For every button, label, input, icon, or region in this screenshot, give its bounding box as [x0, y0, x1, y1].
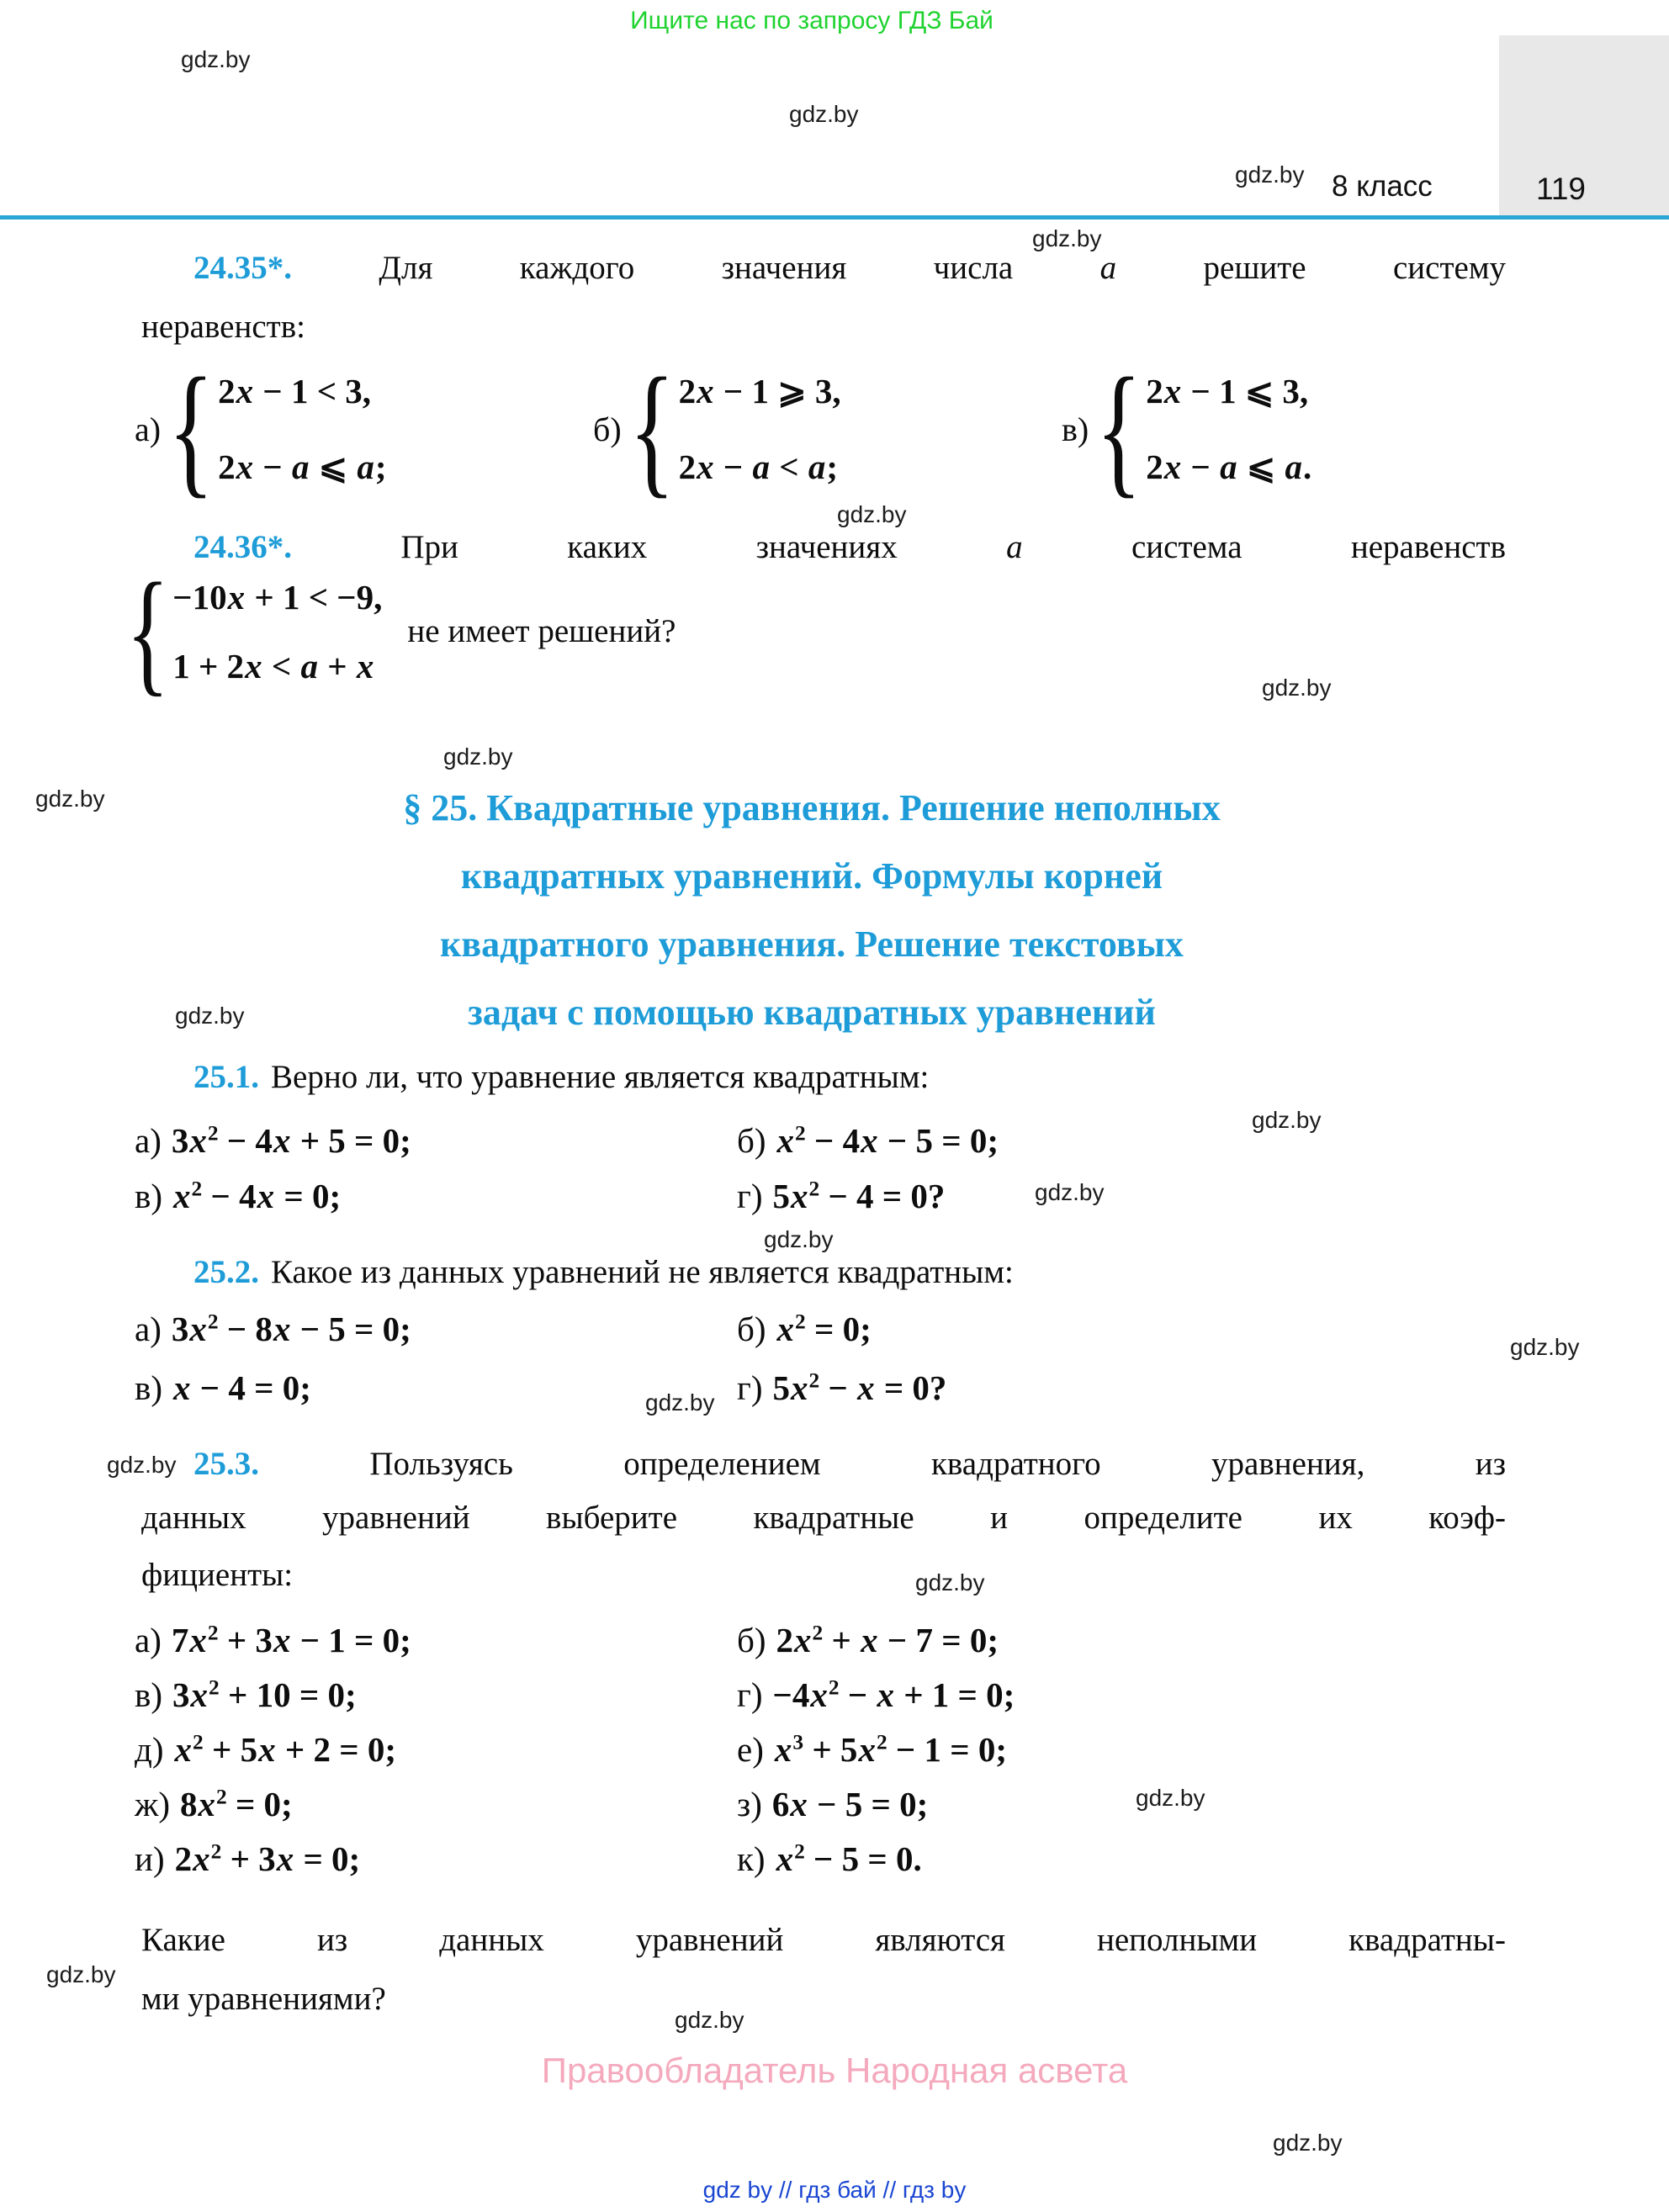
- equation: и) $2x^2 + 3x = 0$;: [135, 1839, 361, 1878]
- problem-text: Какое из данных уравнений не является квадратным:: [271, 1254, 1014, 1290]
- gdz-watermark: gdz.by: [1252, 1107, 1322, 1133]
- gdz-watermark: gdz.by: [443, 744, 513, 770]
- equation: г) $5x^2 - 4 = 0$?: [737, 1177, 946, 1215]
- section-heading: [25, 774, 1598, 1046]
- heading-line: § 25. Квадратные уравнения. Решение неполных: [403, 787, 1221, 828]
- equation-row: [0, 1120, 1669, 1176]
- system-line: −10x + 1 < −9,: [172, 577, 383, 617]
- copyright-notice: Правообладатель Народная асвета: [541, 2051, 1128, 2090]
- system-label: б): [593, 410, 622, 448]
- problem-25-3-closing2: ми уравнениями?: [141, 1981, 386, 2017]
- problem-25-3-closing1: Какие из данных уравнений являются неполными квадратны-: [141, 1922, 1506, 1958]
- gdz-watermark: gdz.by: [1235, 161, 1305, 188]
- header-rule: [0, 215, 1669, 220]
- problem-text: Для каждого значения числа a решите систему: [379, 250, 1507, 286]
- gdz-watermark: gdz.by: [1035, 1179, 1105, 1205]
- heading-line: квадратных уравнений. Формулы корней: [460, 855, 1163, 897]
- system-label: а): [135, 410, 162, 448]
- equation: а) $3x^2 - 8x - 5 = 0$;: [135, 1310, 411, 1348]
- system-lines: [172, 563, 382, 701]
- equation: а) $7x^2 + 3x - 1 = 0$;: [135, 1621, 411, 1659]
- gdz-watermark: gdz.by: [35, 786, 105, 812]
- system-brace: {: [628, 347, 675, 511]
- equation-row: [0, 1839, 1669, 1893]
- problem-number: 24.35*.: [193, 250, 292, 286]
- equations-25-2: [0, 1309, 1669, 1426]
- problem-25-2-line: [193, 1253, 1014, 1292]
- page-number: 119: [1536, 172, 1586, 206]
- system-line: 1 + 2x < a + x: [172, 646, 374, 685]
- gdz-watermark: gdz.by: [107, 1452, 177, 1478]
- equations-25-3: [0, 1620, 1669, 1893]
- heading-line: квадратного уравнения. Решение текстовых: [440, 923, 1184, 965]
- problem-24-35-line2: неравенств:: [141, 309, 305, 345]
- problem-25-1-line: [193, 1058, 929, 1097]
- gdz-watermark: gdz.by: [1032, 225, 1102, 251]
- gdz-watermark: gdz.by: [915, 1569, 985, 1595]
- gdz-watermark: gdz.by: [1510, 1334, 1580, 1360]
- equation: а) $3x^2 - 4x + 5 = 0$;: [135, 1121, 411, 1160]
- system-brace: {: [167, 347, 215, 511]
- equation: б) $2x^2 + x - 7 = 0$;: [737, 1621, 999, 1659]
- equation-row: [0, 1620, 1669, 1675]
- problem-text: Верно ли, что уравнение является квадратным:: [271, 1059, 930, 1095]
- equation: з) 6x − 5 = 0;: [737, 1785, 929, 1823]
- problem-text: Пользуясь определением квадратного уравнения, из: [369, 1446, 1506, 1482]
- system-lines: [218, 353, 386, 505]
- equation: г) $5x^2 - x = 0$?: [737, 1368, 947, 1407]
- gdz-watermark: gdz.by: [675, 2007, 744, 2033]
- system-brace: {: [125, 554, 170, 708]
- system-line: 2x − 1 < 3,: [218, 372, 372, 410]
- gdz-watermark: gdz.by: [764, 1226, 834, 1252]
- system-line: 2x − a ⩽ a.: [1146, 447, 1312, 486]
- problem-text: При каких значениях a система неравенств: [400, 529, 1507, 565]
- gdz-watermark: gdz.by: [1273, 2130, 1343, 2156]
- equation: $г) -4x^2 - x + 1 = 0$;: [737, 1675, 1015, 1714]
- gdz-watermark: gdz.by: [1262, 675, 1332, 701]
- equation: в) x − 4 = 0;: [135, 1368, 311, 1407]
- inequality-system-a: [135, 347, 387, 511]
- gdz-watermark: gdz.by: [1136, 1785, 1205, 1811]
- problem-25-3-line2: данных уравнений выберите квадратные и определите их коэф-: [141, 1500, 1506, 1536]
- inequality-system-v: [1062, 347, 1312, 511]
- equation: ж) $8x^2 = 0$;: [135, 1785, 293, 1823]
- system-line: 2x − a ⩽ a;: [218, 447, 387, 486]
- equation: в) $x^2 - 4x = 0$;: [135, 1177, 342, 1215]
- problem-number: 25.2.: [193, 1254, 259, 1290]
- system-line: 2x − 1 ⩽ 3,: [1146, 372, 1309, 410]
- equation-row: [0, 1675, 1669, 1729]
- gdz-watermark: gdz.by: [181, 46, 251, 72]
- equation: б) $x^2 - 4x - 5 = 0$;: [737, 1121, 999, 1160]
- system-lines: [679, 353, 841, 505]
- promo-banner: Ищите нас по запросу ГДЗ Бай: [630, 7, 993, 34]
- system-lines: [1146, 353, 1311, 505]
- equation-row: [0, 1368, 1669, 1426]
- system-line: 2x − 1 ⩾ 3,: [678, 372, 841, 410]
- inequality-system-b: [593, 347, 841, 511]
- gdz-watermark: gdz.by: [789, 101, 859, 127]
- gdz-watermark: gdz.by: [837, 501, 907, 527]
- equation-row: [0, 1784, 1669, 1839]
- system-brace: {: [1095, 347, 1142, 511]
- problem-number: 24.36*.: [193, 529, 292, 565]
- equation: д) $x^2 + 5x + 2 = 0$;: [135, 1730, 396, 1769]
- gdz-watermark: gdz.by: [46, 1961, 116, 1987]
- equation: б) $x^2 = 0$;: [737, 1310, 872, 1348]
- gdz-watermark: gdz.by: [175, 1003, 245, 1029]
- equation: е) $x^3 + 5x^2 - 1 = 0$;: [737, 1730, 1008, 1769]
- page-grade: 8 класс: [1332, 170, 1433, 203]
- problem-number: 25.1.: [193, 1059, 259, 1095]
- equation: в) $3x^2 + 10 = 0$;: [135, 1675, 357, 1714]
- system-label: в): [1062, 410, 1089, 448]
- equations-25-1: [0, 1120, 1669, 1231]
- equation: к) $x^2 - 5 = 0$.: [737, 1839, 922, 1878]
- problem-number: 25.3.: [193, 1446, 259, 1482]
- equation-row: [0, 1729, 1669, 1784]
- problem-25-3-line1: [193, 1445, 1506, 1484]
- inequality-system-24-36: [125, 554, 676, 708]
- footer-links[interactable]: gdz by // гдз бай // гдз by: [702, 2177, 967, 2203]
- problem-question: не имеет решений?: [407, 613, 676, 649]
- page-number-box: [1499, 35, 1669, 217]
- gdz-watermark: gdz.by: [645, 1389, 715, 1416]
- problem-25-3-line3: фициенты:: [141, 1557, 294, 1593]
- equation-row: [0, 1176, 1669, 1231]
- system-line: 2x − a < a;: [678, 447, 839, 486]
- heading-line: задач с помощью квадратных уравнений: [468, 992, 1156, 1033]
- problem-24-35-line1: [193, 249, 1506, 288]
- equation-row: [0, 1309, 1669, 1368]
